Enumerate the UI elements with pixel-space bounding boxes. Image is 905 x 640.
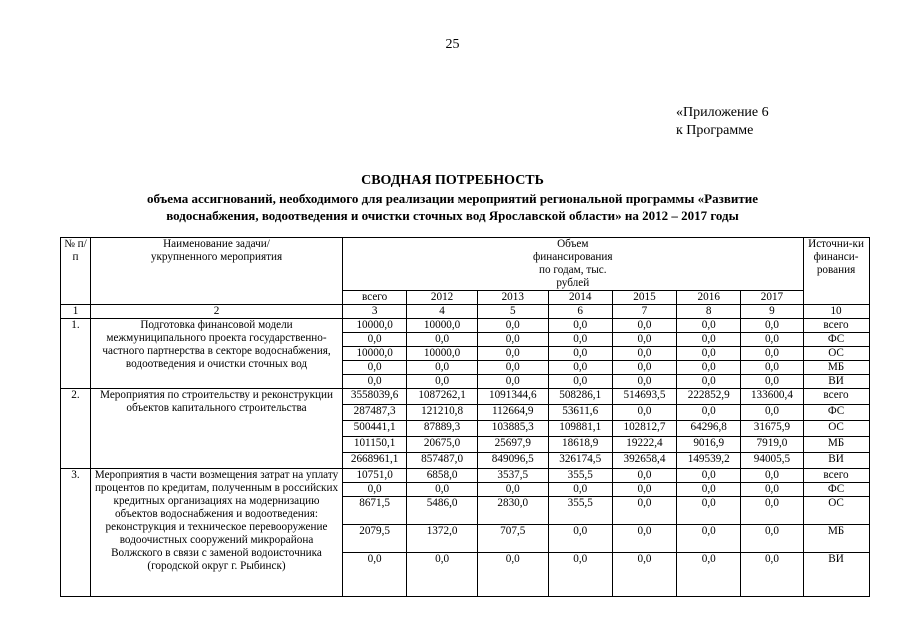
value-cell: 1091344,6: [477, 389, 548, 405]
value-cell: 857487,0: [407, 453, 478, 469]
header-name: Наименование задачи/ укрупненного мероприятия: [91, 238, 343, 305]
value-cell: 5486,0: [407, 497, 478, 525]
value-cell: 0,0: [548, 375, 612, 389]
value-cell: 31675,9: [741, 421, 803, 437]
value-cell: 0,0: [477, 361, 548, 375]
subtitle-line-1: объема ассигнований, необходимого для реализации мероприятий региональной программы «Развитие: [147, 191, 758, 206]
source-cell: всего: [803, 389, 869, 405]
value-cell: 0,0: [407, 333, 478, 347]
source-cell: ОС: [803, 347, 869, 361]
value-cell: 101150,1: [343, 437, 407, 453]
value-cell: 0,0: [612, 469, 676, 483]
value-cell: 0,0: [741, 483, 803, 497]
header-source: Источни-ки финанси-рования: [803, 238, 869, 305]
value-cell: 0,0: [548, 483, 612, 497]
column-number: 6: [548, 305, 612, 319]
value-cell: 849096,5: [477, 453, 548, 469]
appendix-note: [676, 104, 769, 140]
value-cell: 326174,5: [548, 453, 612, 469]
source-cell: МБ: [803, 437, 869, 453]
value-cell: 0,0: [677, 553, 741, 597]
header-year: 2014: [548, 291, 612, 305]
value-cell: 0,0: [677, 375, 741, 389]
value-cell: 20675,0: [407, 437, 478, 453]
value-cell: 25697,9: [477, 437, 548, 453]
value-cell: 10000,0: [343, 347, 407, 361]
value-cell: 0,0: [612, 361, 676, 375]
value-cell: 0,0: [677, 319, 741, 333]
header-funding: Объем финансирования по годам, тыс. рублей: [343, 238, 804, 291]
value-cell: 0,0: [677, 361, 741, 375]
value-cell: 2668961,1: [343, 453, 407, 469]
value-cell: 0,0: [741, 553, 803, 597]
value-cell: 2079,5: [343, 525, 407, 553]
value-cell: 0,0: [343, 333, 407, 347]
value-cell: 1087262,1: [407, 389, 478, 405]
value-cell: 514693,5: [612, 389, 676, 405]
value-cell: 707,5: [477, 525, 548, 553]
value-cell: 10000,0: [407, 319, 478, 333]
value-cell: 0,0: [612, 405, 676, 421]
value-cell: 0,0: [407, 375, 478, 389]
table-row: [61, 389, 870, 405]
document-title: СВОДНАЯ ПОТРЕБНОСТЬ: [361, 173, 544, 188]
value-cell: 0,0: [612, 483, 676, 497]
source-cell: ФС: [803, 405, 869, 421]
value-cell: 0,0: [741, 405, 803, 421]
value-cell: 0,0: [477, 319, 548, 333]
value-cell: 53611,6: [548, 405, 612, 421]
value-cell: 0,0: [741, 375, 803, 389]
table-row: [61, 319, 870, 333]
value-cell: 103885,3: [477, 421, 548, 437]
source-cell: МБ: [803, 525, 869, 553]
column-number: 1: [61, 305, 91, 319]
row-number: 3.: [61, 469, 91, 597]
value-cell: 0,0: [407, 553, 478, 597]
value-cell: 94005,5: [741, 453, 803, 469]
value-cell: 0,0: [741, 497, 803, 525]
value-cell: 3558039,6: [343, 389, 407, 405]
value-cell: 6858,0: [407, 469, 478, 483]
value-cell: 0,0: [741, 319, 803, 333]
value-cell: 18618,9: [548, 437, 612, 453]
value-cell: 0,0: [677, 483, 741, 497]
value-cell: 109881,1: [548, 421, 612, 437]
value-cell: 0,0: [612, 525, 676, 553]
header-year: 2017: [741, 291, 803, 305]
value-cell: 87889,3: [407, 421, 478, 437]
value-cell: 392658,4: [612, 453, 676, 469]
value-cell: 0,0: [612, 497, 676, 525]
value-cell: 0,0: [741, 361, 803, 375]
value-cell: 0,0: [677, 497, 741, 525]
value-cell: 500441,1: [343, 421, 407, 437]
value-cell: 8671,5: [343, 497, 407, 525]
source-cell: ОС: [803, 421, 869, 437]
header-year: 2013: [477, 291, 548, 305]
source-cell: ВИ: [803, 553, 869, 597]
value-cell: 0,0: [677, 333, 741, 347]
source-cell: ВИ: [803, 453, 869, 469]
document-subtitle: [0, 190, 905, 224]
source-cell: ВИ: [803, 375, 869, 389]
value-cell: 9016,9: [677, 437, 741, 453]
value-cell: 0,0: [741, 333, 803, 347]
source-cell: ОС: [803, 497, 869, 525]
source-cell: МБ: [803, 361, 869, 375]
value-cell: 0,0: [612, 347, 676, 361]
value-cell: 0,0: [741, 525, 803, 553]
value-cell: 10000,0: [343, 319, 407, 333]
column-number: 2: [91, 305, 343, 319]
column-number: 5: [477, 305, 548, 319]
measure-name: Мероприятия по строительству и реконструкции объектов капитального строительства: [91, 389, 343, 469]
value-cell: 508286,1: [548, 389, 612, 405]
value-cell: 222852,9: [677, 389, 741, 405]
measure-name: Мероприятия в части возмещения затрат на уплату процентов по кредитам, полученным в российских кредитных организациях на модернизацию объектов водоснабжения и водоотведения: реконструкция и техническое перевооружение водоочистных сооружений микрорайона Волжского в связи с заменой водоисточника (городской округ г. Рыбинск): [91, 469, 343, 597]
value-cell: 0,0: [741, 469, 803, 483]
value-cell: 0,0: [612, 375, 676, 389]
source-cell: ФС: [803, 483, 869, 497]
header-year: всего: [343, 291, 407, 305]
header-year: 2015: [612, 291, 676, 305]
value-cell: 0,0: [343, 553, 407, 597]
column-number: 8: [677, 305, 741, 319]
appendix-line-2: к Программе: [676, 123, 754, 138]
funding-table: [60, 237, 870, 597]
value-cell: 112664,9: [477, 405, 548, 421]
row-number: 2.: [61, 389, 91, 469]
column-number: 4: [407, 305, 478, 319]
value-cell: 355,5: [548, 497, 612, 525]
value-cell: 0,0: [612, 319, 676, 333]
value-cell: 287487,3: [343, 405, 407, 421]
value-cell: 102812,7: [612, 421, 676, 437]
value-cell: 0,0: [548, 319, 612, 333]
value-cell: 0,0: [477, 483, 548, 497]
value-cell: 355,5: [548, 469, 612, 483]
value-cell: 0,0: [612, 553, 676, 597]
value-cell: 0,0: [343, 375, 407, 389]
source-cell: всего: [803, 469, 869, 483]
value-cell: 0,0: [477, 375, 548, 389]
value-cell: 0,0: [548, 347, 612, 361]
value-cell: 10000,0: [407, 347, 478, 361]
column-number: 10: [803, 305, 869, 319]
column-number: 7: [612, 305, 676, 319]
value-cell: 149539,2: [677, 453, 741, 469]
value-cell: 0,0: [477, 333, 548, 347]
value-cell: 0,0: [741, 347, 803, 361]
value-cell: 7919,0: [741, 437, 803, 453]
header-year: 2016: [677, 291, 741, 305]
column-number: 9: [741, 305, 803, 319]
measure-name: Подготовка финансовой модели межмуниципального проекта государственно-частного партнерства в секторе водоснабжения, водоотведения и очистки сточных вод: [91, 319, 343, 389]
value-cell: 0,0: [677, 405, 741, 421]
subtitle-line-2: водоснабжения, водоотведения и очистки сточных вод Ярославской области» на 2012 – 2017 годы: [166, 208, 739, 223]
page-number: 25: [445, 37, 460, 52]
header-num: № п/п: [61, 238, 91, 305]
value-cell: 0,0: [548, 525, 612, 553]
header-year: 2012: [407, 291, 478, 305]
value-cell: 121210,8: [407, 405, 478, 421]
value-cell: 0,0: [548, 553, 612, 597]
value-cell: 3537,5: [477, 469, 548, 483]
value-cell: 0,0: [477, 347, 548, 361]
row-number: 1.: [61, 319, 91, 389]
value-cell: 0,0: [677, 469, 741, 483]
appendix-line-1: «Приложение 6: [676, 105, 769, 120]
value-cell: 0,0: [477, 553, 548, 597]
column-number: 3: [343, 305, 407, 319]
value-cell: 0,0: [548, 333, 612, 347]
source-cell: ФС: [803, 333, 869, 347]
value-cell: 0,0: [407, 483, 478, 497]
value-cell: 1372,0: [407, 525, 478, 553]
value-cell: 0,0: [677, 347, 741, 361]
table-row: [61, 469, 870, 483]
value-cell: 0,0: [677, 525, 741, 553]
value-cell: 10751,0: [343, 469, 407, 483]
value-cell: 133600,4: [741, 389, 803, 405]
value-cell: 0,0: [343, 483, 407, 497]
value-cell: 64296,8: [677, 421, 741, 437]
source-cell: всего: [803, 319, 869, 333]
value-cell: 0,0: [612, 333, 676, 347]
value-cell: 2830,0: [477, 497, 548, 525]
value-cell: 19222,4: [612, 437, 676, 453]
value-cell: 0,0: [343, 361, 407, 375]
value-cell: 0,0: [407, 361, 478, 375]
value-cell: 0,0: [548, 361, 612, 375]
